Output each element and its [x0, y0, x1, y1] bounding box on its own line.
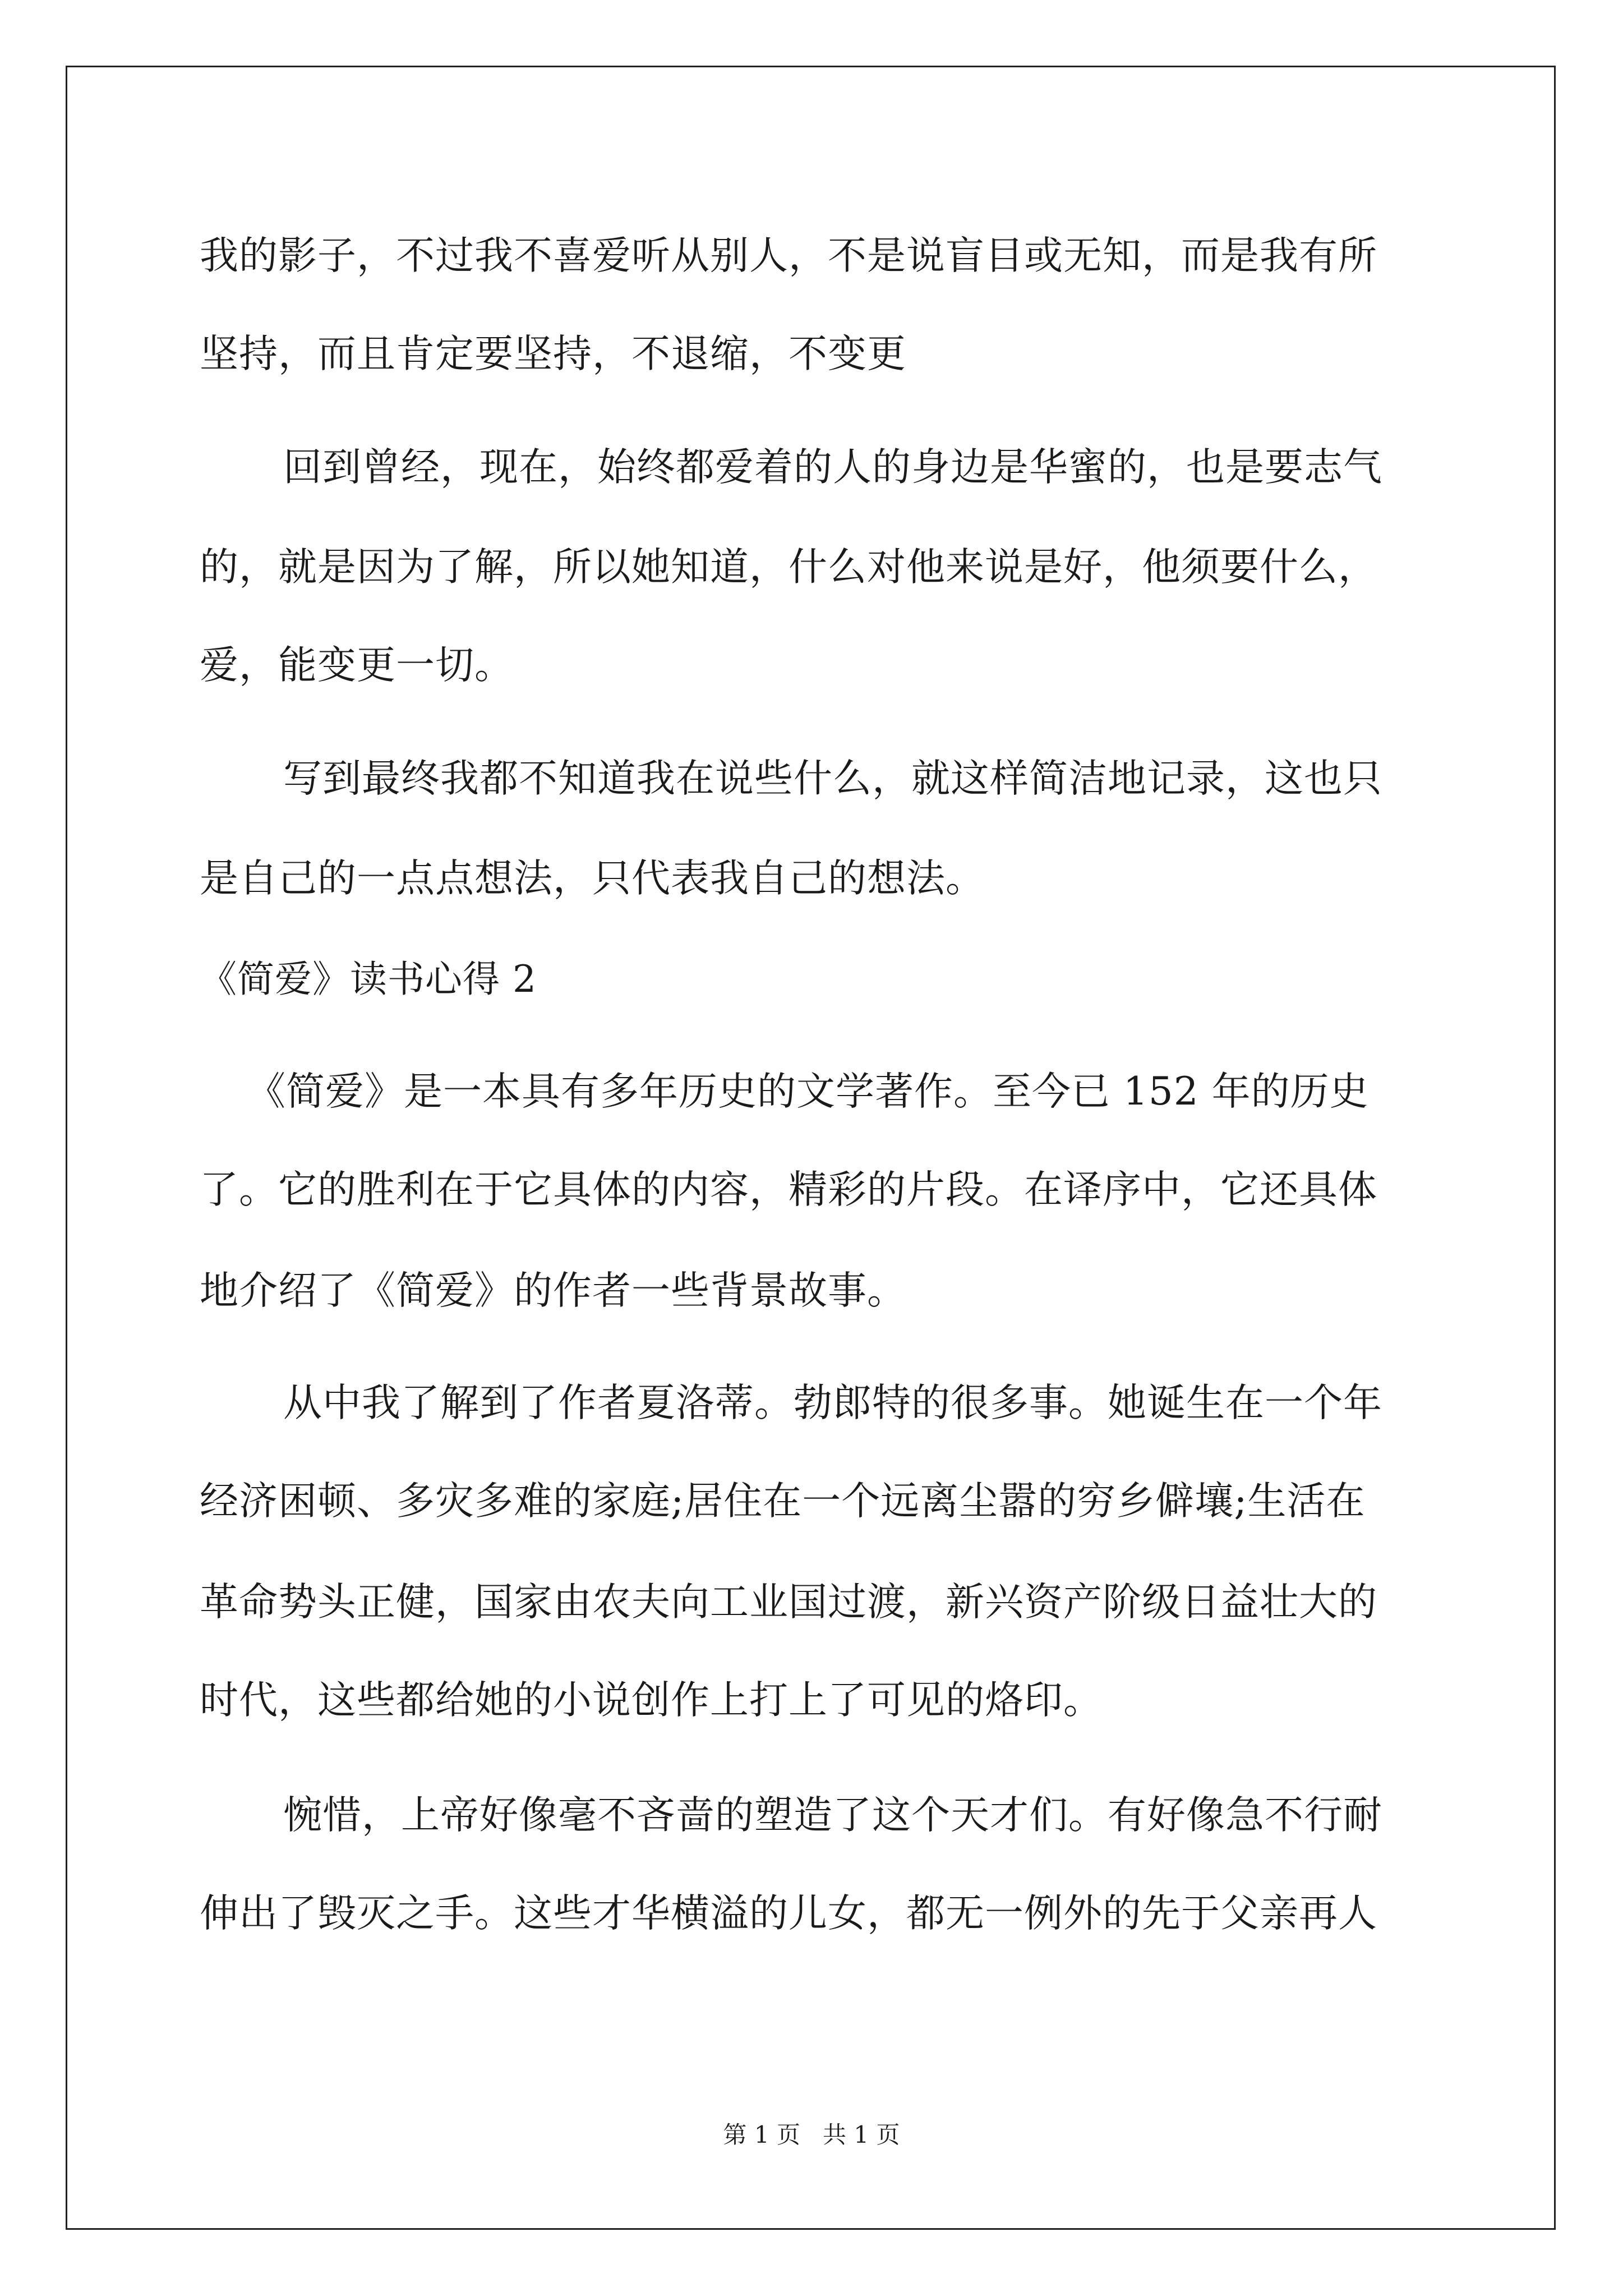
text-line: 写到最终我都不知道我在说些什么，就这样简洁地记录，这也只	[283, 756, 1382, 801]
text-line: 革命势头正健，国家由农夫向工业国过渡，新兴资产阶级日益壮大的	[200, 1580, 1377, 1625]
section-heading: 《简爱》读书心得 2	[200, 958, 537, 1001]
text-line: 从中我了解到了作者夏洛蒂。勃郎特的很多事。她诞生在一个年	[283, 1381, 1382, 1425]
text-line: 了。它的胜利在于它具体的内容，精彩的片段。在译序中，它还具体	[200, 1167, 1377, 1212]
text-line: 地介绍了《简爱》的作者一些背景故事。	[200, 1268, 906, 1313]
text-line: 爱，能变更一切。	[200, 643, 514, 688]
text-line: 坚持，而且肯定要坚持，不退缩，不变更	[200, 332, 906, 376]
text-line: 伸出了毁灭之手。这些才华横溢的儿女，都无一例外的先于父亲再人	[200, 1891, 1377, 1936]
text-line: 时代，这些都给她的小说创作上打上了可见的烙印。	[200, 1678, 1103, 1723]
text-line: 的，就是因为了解，所以她知道，什么对他来说是好，他须要什么，	[200, 545, 1377, 590]
text-line: 惋惜，上帝好像毫不吝啬的塑造了这个天才们。有好像急不行耐	[283, 1793, 1382, 1838]
text-line: 我的影子，不过我不喜爱听从别人，不是说盲目或无知，而是我有所	[200, 233, 1377, 278]
text-line: 经济困顿、多灾多难的家庭;居住在一个远离尘嚣的穷乡僻壤;生活在	[200, 1479, 1366, 1524]
text-line: 是自己的一点点想法，只代表我自己的想法。	[200, 856, 985, 901]
page-number-footer: 第 1 页 共 1 页	[723, 2121, 900, 2148]
text-line: 回到曾经，现在，始终都爱着的人的身边是华蜜的，也是要志气	[283, 445, 1382, 490]
text-line: 《简爱》是一本具有多年历史的文学著作。至今已 152 年的历史	[247, 1069, 1369, 1114]
